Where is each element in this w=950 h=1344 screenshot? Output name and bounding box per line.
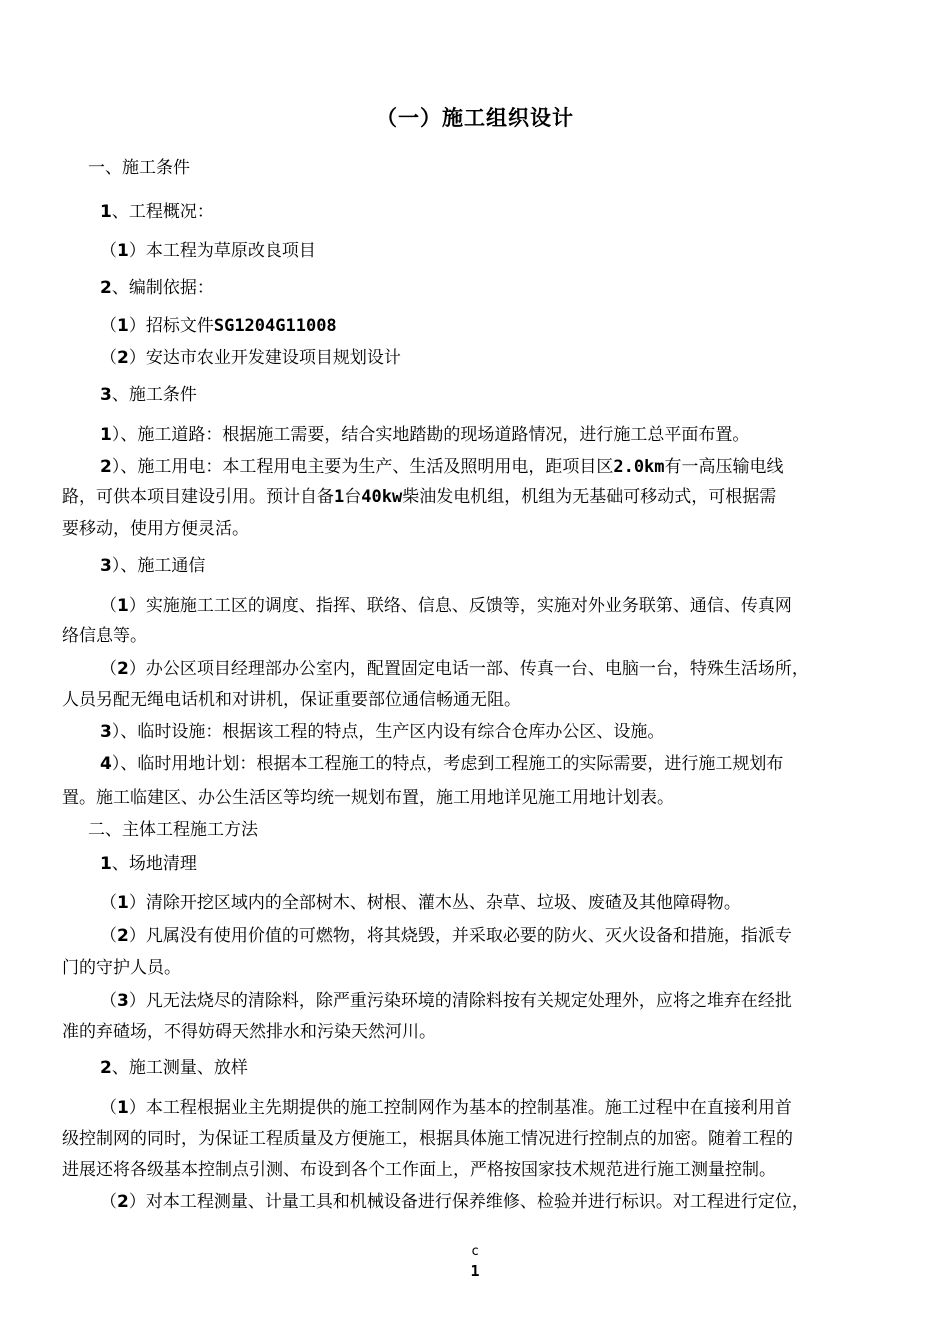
line-paren: （ (100, 893, 117, 913)
line-paren: （ (100, 991, 117, 1011)
text-line (88, 820, 918, 840)
line-text: ）实施施工工区的调度、指挥、联络、信息、反馈等，实施对外业务联第、通信、传真网 (128, 596, 792, 616)
text-line (62, 690, 892, 710)
line-text: ）凡无法烧尽的清除料，除严重污染环境的清除料按有关规定处理外，应将之堆弃在经批 (128, 991, 792, 1011)
line-number: 2 (100, 457, 112, 477)
line-text: 二、主体工程施工方法 (88, 820, 258, 840)
line-text: ）、临时用地计划：根据本工程施工的特点，考虑到工程施工的实际需要，进行施工规划布 (111, 754, 784, 774)
text-line (62, 958, 892, 978)
text-line (100, 316, 930, 336)
text-line (100, 854, 930, 874)
text-line (62, 519, 892, 539)
line-paren: （ (100, 596, 117, 616)
line-paren: （ (100, 926, 117, 946)
line-text: 要移动，使用方便灵活。 (62, 519, 249, 539)
line-text: 、施工条件 (111, 385, 197, 405)
line-text: ）、施工用电：本工程用电主要为生产、生活及照明用电，距项目区 (111, 457, 614, 477)
line-text: 台 (344, 487, 362, 507)
line-number: 1 (100, 202, 112, 222)
line-text: ）招标文件 (128, 316, 214, 336)
text-line (62, 487, 892, 507)
text-line (100, 385, 930, 405)
line-code: SG1204G11008 (213, 316, 337, 336)
line-text: 、施工测量、放样 (111, 1058, 248, 1078)
line-number: 1 (117, 893, 129, 913)
line-text: ）、施工通信 (111, 556, 206, 576)
line-number: 1 (117, 1098, 129, 1118)
line-text: 有一高压输电线 (664, 457, 784, 477)
text-line (62, 1129, 892, 1149)
text-line (100, 596, 930, 616)
text-line (100, 926, 930, 946)
text-line (100, 1098, 930, 1118)
line-text: ）安达市农业开发建设项目规划设计 (128, 348, 401, 368)
footer-mark: c (471, 1244, 479, 1259)
text-line (100, 722, 930, 742)
line-number: 3 (117, 991, 129, 1011)
line-text: 一、施工条件 (88, 158, 190, 178)
line-number: 1 (117, 596, 129, 616)
text-line (100, 241, 930, 261)
text-line (100, 425, 930, 445)
text-line (100, 457, 930, 477)
line-text: ）、施工道路：根据施工需要，结合实地踏勘的现场道路情况，进行施工总平面布置。 (111, 425, 750, 445)
line-number: 1 (100, 425, 112, 445)
line-number: 1 (117, 241, 129, 261)
line-text: ）、临时设施：根据该工程的特点，生产区内设有综合仓库办公区、设施。 (111, 722, 665, 742)
line-text: 准的弃碴场，不得妨碍天然排水和污染天然河川。 (62, 1022, 436, 1042)
line-text: 络信息等。 (62, 626, 147, 646)
text-line (62, 1022, 892, 1042)
line-text: ）本工程根据业主先期提供的施工控制网作为基本的控制基准。施工过程中在直接利用首 (128, 1098, 792, 1118)
line-number: 2 (100, 1058, 112, 1078)
text-line (62, 1160, 892, 1180)
line-number: 1 (100, 854, 112, 874)
line-paren: （ (100, 1098, 117, 1118)
line-paren: （ (100, 241, 117, 261)
line-number: 3 (100, 385, 112, 405)
line-paren: （ (100, 316, 117, 336)
line-text: ）清除开挖区域内的全部树木、树根、灌木丛、杂草、垃圾、废碴及其他障碍物。 (128, 893, 741, 913)
line-number: 3 (100, 722, 112, 742)
line-text: 柴油发电机组，机组为无基础可移动式，可根据需 (402, 487, 777, 507)
line-text: 置。施工临建区、办公生活区等均统一规划布置，施工用地详见施工用地计划表。 (62, 788, 674, 808)
page-title: （一）施工组织设计 (376, 106, 574, 130)
line-text: ）办公区项目经理部办公室内，配置固定电话一部、传真一台、电脑一台，特殊生活场所， (128, 659, 809, 679)
line-number: 2 (117, 659, 129, 679)
line-text: 、编制依据： (111, 278, 214, 298)
line-number: 2 (100, 278, 112, 298)
line-text: 、工程概况： (111, 202, 214, 222)
line-number: 4 (100, 754, 112, 774)
text-line (100, 1192, 930, 1212)
text-line (62, 788, 892, 808)
line-number: 2 (117, 926, 129, 946)
text-line (100, 556, 930, 576)
text-line (100, 348, 930, 368)
text-line (100, 893, 930, 913)
line-code: 2.0km (613, 457, 665, 477)
line-text: 门的守护人员。 (62, 958, 181, 978)
text-line (62, 626, 892, 646)
line-paren: （ (100, 659, 117, 679)
line-code: 40kw (361, 487, 403, 507)
text-line (100, 278, 930, 298)
line-code: 1 (334, 487, 345, 507)
line-number: 3 (100, 556, 112, 576)
line-paren: （ (100, 1192, 117, 1212)
line-number: 2 (117, 1192, 129, 1212)
text-line (100, 659, 930, 679)
line-paren: （ (100, 348, 117, 368)
line-number: 2 (117, 348, 129, 368)
line-text: ）对本工程测量、计量工具和机械设备进行保养维修、检验并进行标识。对工程进行定位， (128, 1192, 809, 1212)
line-text: ）本工程为草原改良项目 (128, 241, 316, 261)
text-line (100, 202, 930, 222)
line-text: 、场地清理 (111, 854, 197, 874)
line-text: ）凡属没有使用价值的可燃物，将其烧毁，并采取必要的防火、灭火设备和措施，指派专 (128, 926, 792, 946)
text-line (88, 158, 918, 178)
text-line (100, 1058, 930, 1078)
text-line (100, 754, 930, 774)
page-number: 1 (470, 1262, 480, 1280)
line-text: 人员另配无绳电话机和对讲机，保证重要部位通信畅通无阻。 (62, 690, 521, 710)
line-text: 路，可供本项目建设引用。预计自备 (62, 487, 334, 507)
text-line (100, 991, 930, 1011)
line-text: 进展还将各级基本控制点引测、布设到各个工作面上，严格按国家技术规范进行施工测量控制。 (62, 1160, 776, 1180)
line-number: 1 (117, 316, 129, 336)
line-text: 级控制网的同时，为保证工程质量及方便施工，根据具体施工情况进行控制点的加密。随着工程的 (62, 1129, 793, 1149)
